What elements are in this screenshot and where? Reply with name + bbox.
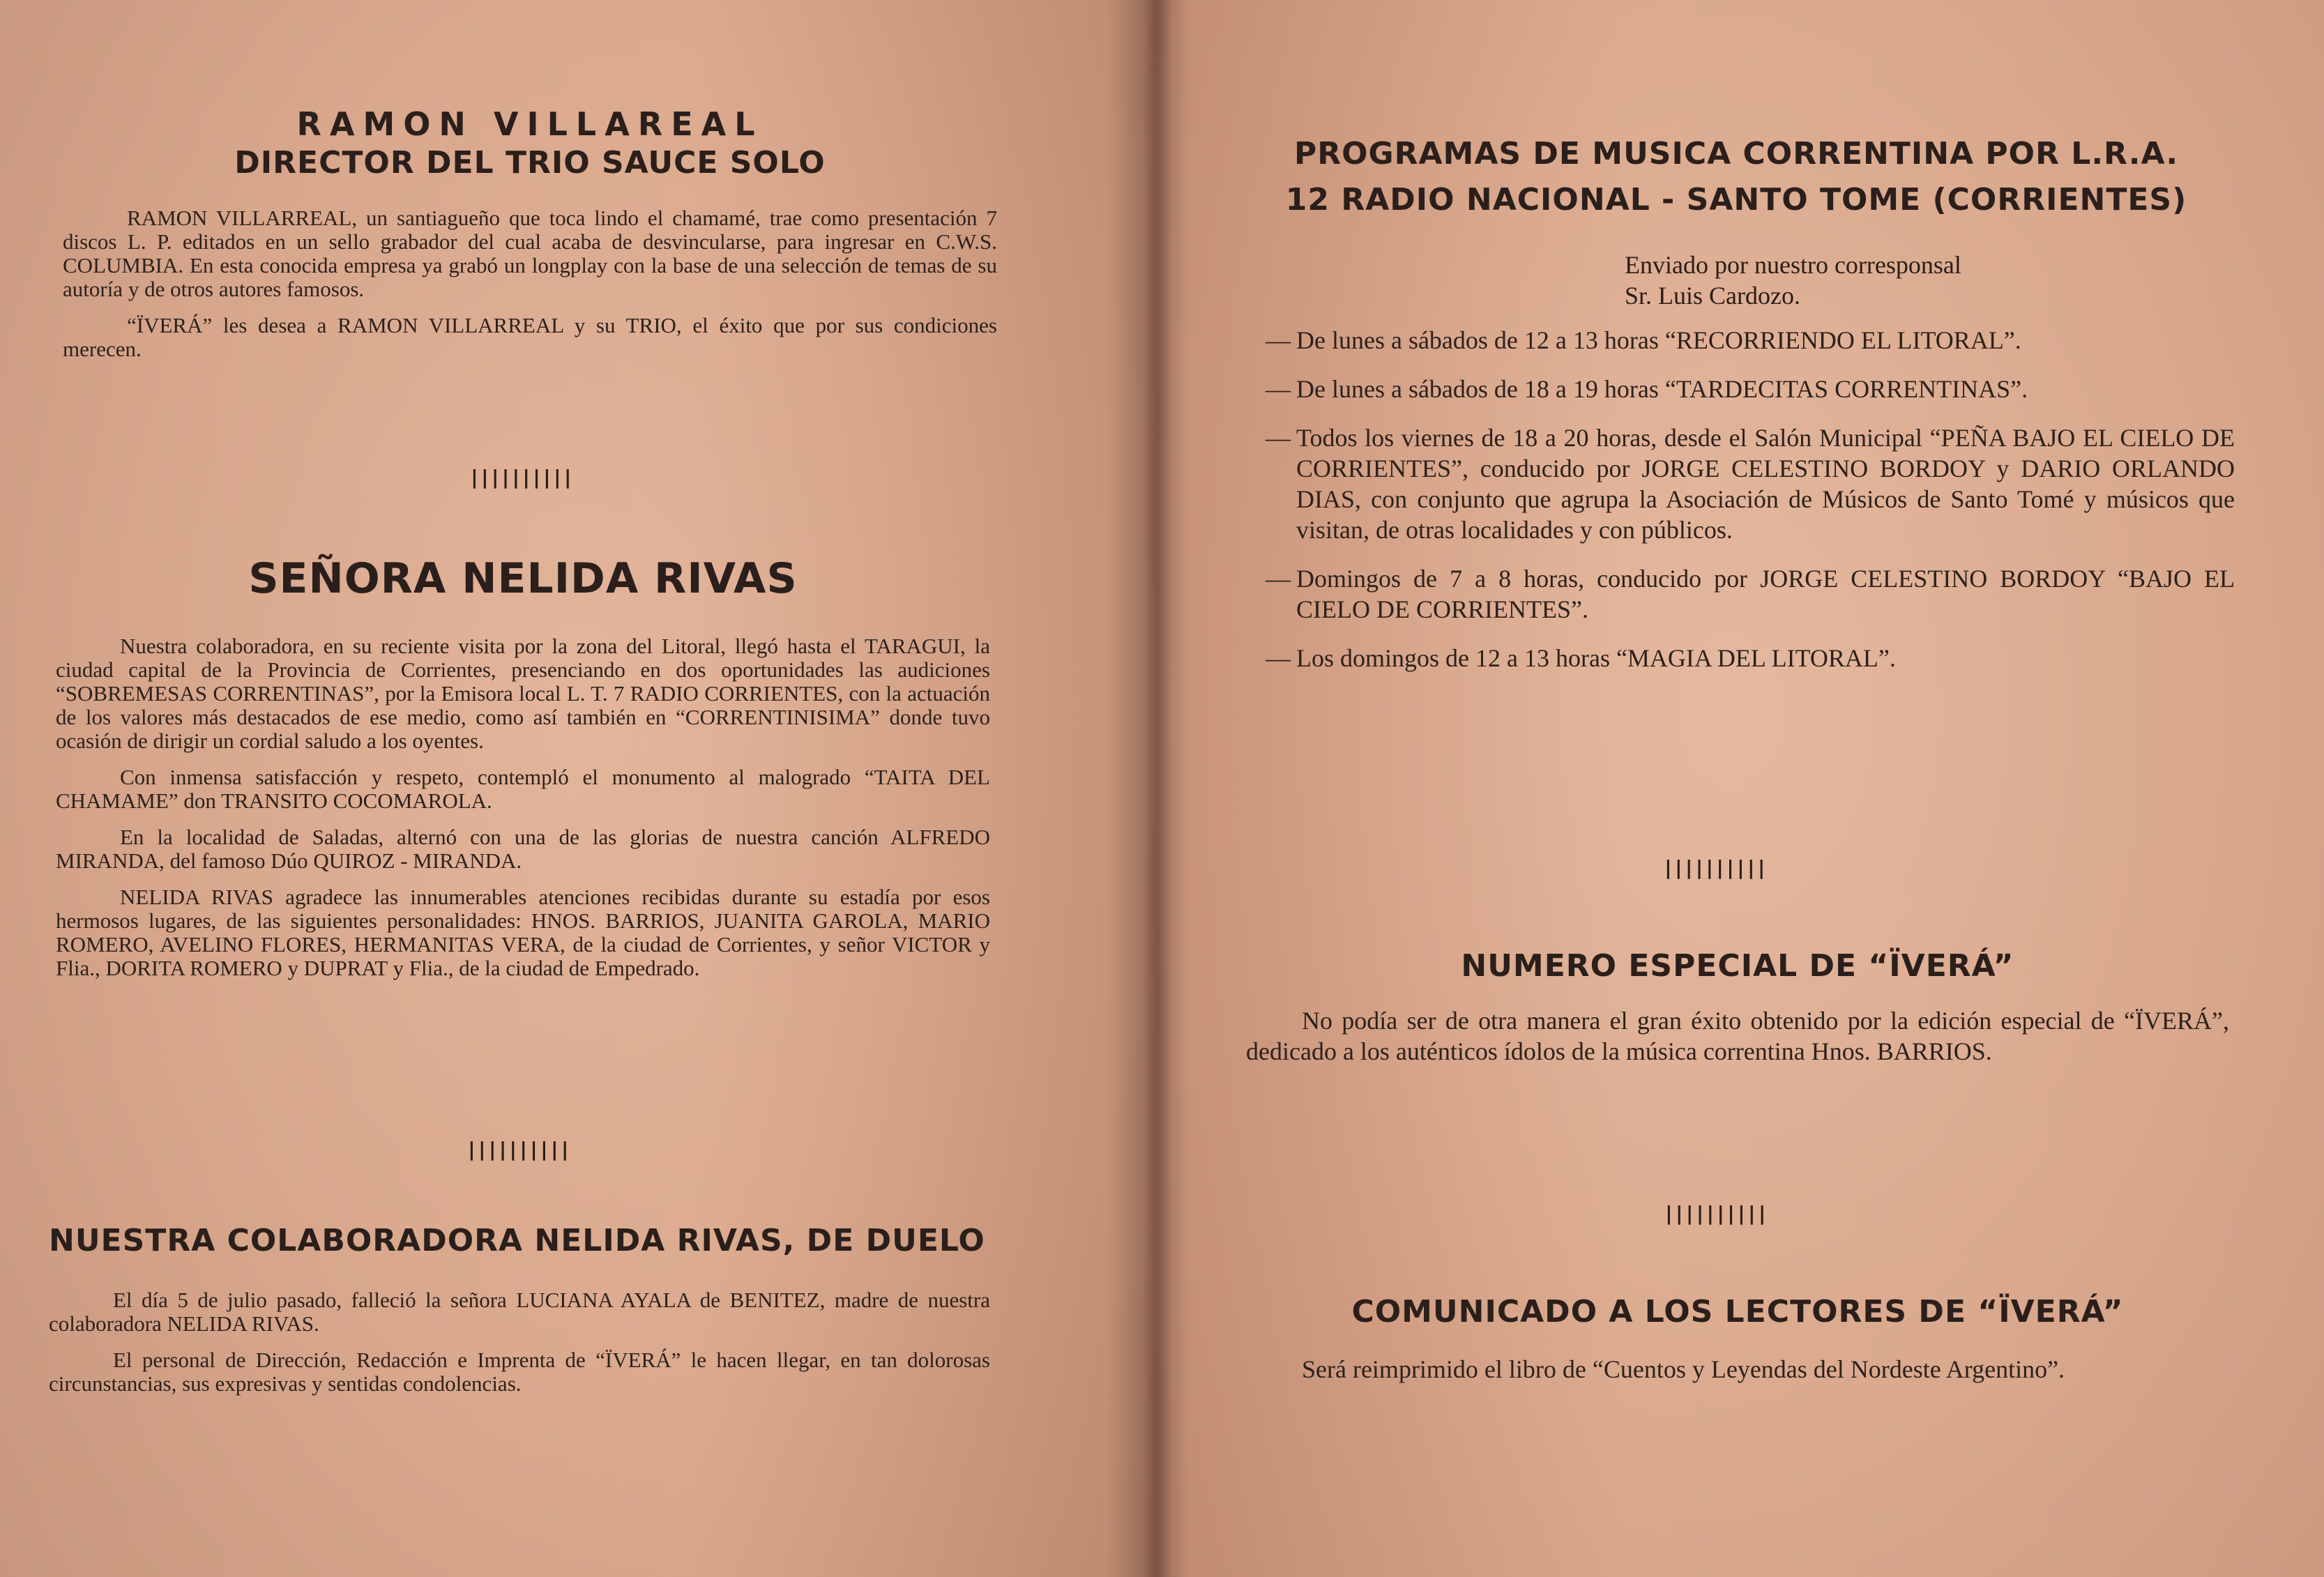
villareal-paragraph-1: RAMON VILLARREAL, un santiagueño que toca lindo el chamamé, trae como presentación 7 discos L. P. editados en un sello grabador del cual acaba de desvincularse, para ingresar en C.W.S. COLUMBIA. En esta conocida empresa ya grabó un longplay con la base de una selección de temas de su autoría y de otros autores famosos. bbox=[63, 206, 997, 301]
program-list-item: — De lunes a sábados de 12 a 13 horas “RECORRIENDO EL LITORAL”. bbox=[1266, 325, 2235, 356]
duelo-article bbox=[49, 1221, 990, 1408]
program-list bbox=[1266, 325, 2235, 673]
numero-title: NUMERO ESPECIAL DE “ÏVERÁ” bbox=[1461, 948, 2014, 984]
numero-article bbox=[1246, 945, 2229, 1079]
separator-ornament: |||||||||| bbox=[1662, 856, 1766, 879]
program-list-item: — Domingos de 7 a 8 horas, conducido por JORGE CELESTINO BORDOY “BAJO EL CIELO DE CORRIENTES”. bbox=[1266, 563, 2235, 625]
comunicado-paragraph: Será reimprimido el libro de “Cuentos y Leyendas del Nordeste Argentino”. bbox=[1302, 1355, 2065, 1383]
villareal-article bbox=[63, 105, 997, 374]
program-list-item: — Todos los viernes de 18 a 20 horas, desde el Salón Municipal “PEÑA BAJO EL CIELO DE CORRIENTES”, conducido por JORGE CELESTINO BORDOY y DARIO ORLANDO DIAS, con conjunto que agrupa la Asociación de Músicos de Santo Tomé y músicos que visitan, de otras localidades y con públicos. bbox=[1266, 422, 2235, 545]
programas-title-line-2: 12 RADIO NACIONAL - SANTO TOME (CORRIENTES) bbox=[1285, 182, 2187, 218]
duelo-paragraph-2: El personal de Dirección, Redacción e Imprenta de “ÏVERÁ” le hacen llegar, en tan dolorosas circunstancias, sus expresivas y sentidas condolencias. bbox=[49, 1348, 990, 1396]
separator-ornament: |||||||||| bbox=[1663, 1202, 1767, 1225]
duelo-title: NUESTRA COLABORADORA NELIDA RIVAS, DE DUELO bbox=[49, 1223, 985, 1258]
program-list-item: — De lunes a sábados de 18 a 19 horas “TARDECITAS CORRENTINAS”. bbox=[1266, 374, 2235, 404]
nelida-article bbox=[56, 551, 990, 993]
separator-ornament: |||||||||| bbox=[469, 466, 572, 489]
duelo-paragraph-1: El día 5 de julio pasado, falleció la señora LUCIANA AYALA de BENITEZ, madre de nuestra colaboradora NELIDA RIVAS. bbox=[49, 1288, 990, 1336]
comunicado-title: COMUNICADO A LOS LECTORES DE “ÏVERÁ” bbox=[1351, 1294, 2124, 1330]
numero-paragraph: No podía ser de otra manera el gran éxito obtenido por la edición especial de “ÏVERÁ”, dedicado a los auténticos ídolos de la música correntina Hnos. BARRIOS. bbox=[1246, 1007, 2229, 1065]
correspondent-line-2: Sr. Luis Cardozo. bbox=[1625, 282, 1800, 310]
nelida-paragraph-3: En la localidad de Saladas, alternó con una de las glorias de nuestra canción ALFREDO MIRANDA, del famoso Dúo QUIROZ - MIRANDA. bbox=[56, 825, 990, 873]
left-page bbox=[0, 0, 1154, 1577]
nelida-paragraph-4: NELIDA RIVAS agradece las innumerables atenciones recibidas durante su estadía por esos hermosos lugares, de las siguientes personalidades: HNOS. BARRIOS, JUANITA GAROLA, MARIO ROMERO, AVELINO FLORES, HERMANITAS VERA, de la ciudad de Corrientes, y señor VICTOR y Flia., DORITA ROMERO y DUPRAT y Flia., de la ciudad de Empedrado. bbox=[56, 885, 990, 980]
villareal-title: RAMON VILLAREAL bbox=[296, 105, 764, 143]
programas-title-line-1: PROGRAMAS DE MUSICA CORRENTINA POR L.R.A. bbox=[1293, 136, 2179, 172]
correspondent-credit bbox=[1625, 250, 2235, 311]
nelida-paragraph-2: Con inmensa satisfacción y respeto, contempló el monumento al malogrado “TAITA DEL CHAMAME” don TRANSITO COCOMAROLA. bbox=[56, 765, 990, 813]
nelida-paragraph-1: Nuestra colaboradora, en su reciente visita por la zona del Litoral, llegó hasta el TARAGUI, la ciudad capital de la Provincia de Corrientes, presenciando en dos oportunidades las audiciones “SOBREMESAS CORRENTINAS”, por la Emisora local L. T. 7 RADIO CORRIENTES, con la actuación de los valores más destacados de ese medio, como así también en “CORRENTINISIMA” donde tuvo ocasión de dirigir un cordial saludo a los oyentes. bbox=[56, 634, 990, 753]
separator-ornament: |||||||||| bbox=[466, 1138, 570, 1161]
programas-article bbox=[1238, 131, 2235, 692]
nelida-title: SEÑORA NELIDA RIVAS bbox=[248, 554, 798, 603]
villareal-paragraph-2: “ÏVERÁ” les desea a RAMON VILLARREAL y su TRIO, el éxito que por sus condiciones merecen. bbox=[63, 313, 997, 361]
comunicado-article bbox=[1246, 1291, 2229, 1397]
correspondent-line-1: Enviado por nuestro corresponsal bbox=[1625, 251, 1961, 279]
right-page bbox=[1154, 0, 2324, 1577]
villareal-subtitle: DIRECTOR DEL TRIO SAUCE SOLO bbox=[234, 145, 826, 181]
program-list-item: — Los domingos de 12 a 13 horas “MAGIA DEL LITORAL”. bbox=[1266, 643, 2235, 673]
